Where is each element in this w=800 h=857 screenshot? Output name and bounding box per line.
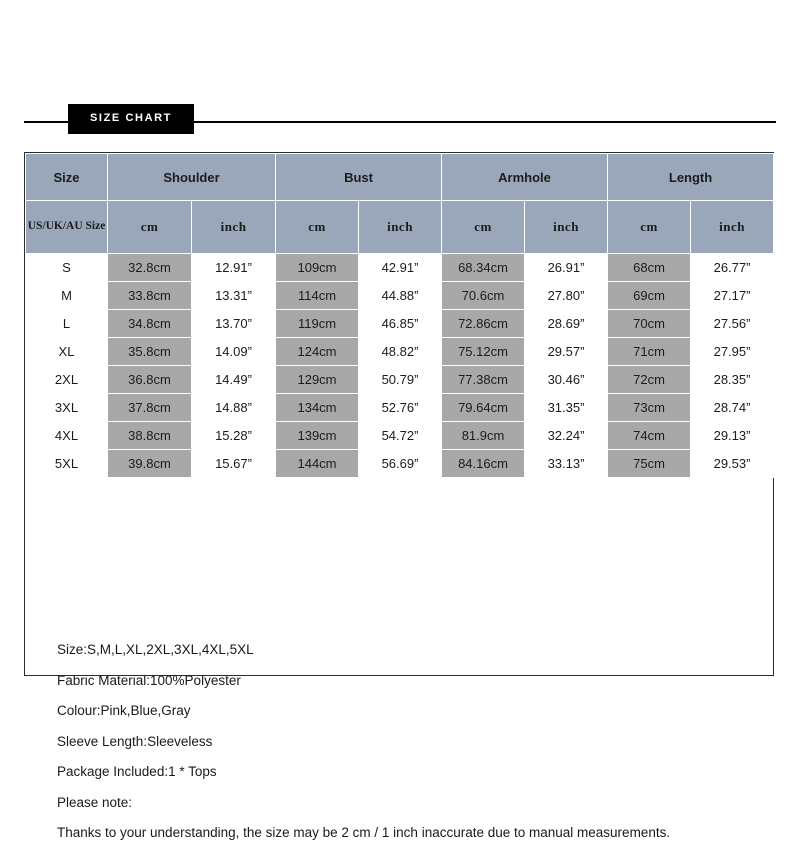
table-row: [26, 282, 774, 310]
note-measurement-disclaimer: Thanks to your understanding, the size may be 2 cm / 1 inch inaccurate due to manual measurements.: [57, 825, 671, 840]
cell: 70cm: [608, 310, 691, 338]
cell: 114cm: [276, 282, 359, 310]
sub-header-armhole-inch: inch: [525, 201, 608, 254]
note-please-note: Please note:: [57, 794, 133, 810]
table-row: [26, 310, 774, 338]
sub-header-length-cm: cm: [608, 201, 691, 254]
note-package-included: Package Included:1 * Tops: [57, 764, 217, 779]
cell: 72.86cm: [442, 310, 525, 338]
group-header-size: Size: [26, 154, 108, 201]
note-colour: Colour:Pink,Blue,Gray: [57, 703, 191, 718]
row-size-label: 2XL: [26, 366, 108, 394]
cell: 14.49”: [192, 366, 276, 394]
table-sub-header-row: [26, 201, 774, 254]
cell: 39.8cm: [108, 450, 192, 478]
row-size-label: XL: [26, 338, 108, 366]
cell: 44.88”: [359, 282, 442, 310]
cell: 84.16cm: [442, 450, 525, 478]
note-fabric-material: Fabric Material:100%Polyester: [57, 672, 241, 688]
cell: 32.24”: [525, 422, 608, 450]
sub-header-shoulder-cm: cm: [108, 201, 192, 254]
cell: 13.31”: [192, 282, 276, 310]
cell: 26.77”: [691, 254, 774, 282]
cell: 29.57”: [525, 338, 608, 366]
group-header-length: Length: [608, 154, 774, 201]
note-sizes: Size:S,M,L,XL,2XL,3XL,4XL,5XL: [57, 642, 254, 657]
cell: 15.67”: [192, 450, 276, 478]
table-row: [26, 450, 774, 478]
cell: 124cm: [276, 338, 359, 366]
cell: 75cm: [608, 450, 691, 478]
cell: 109cm: [276, 254, 359, 282]
notes-section: [49, 633, 797, 857]
cell: 139cm: [276, 422, 359, 450]
sub-header-shoulder-inch: inch: [192, 201, 276, 254]
cell: 129cm: [276, 366, 359, 394]
header-dash-left-small-icon: [60, 119, 66, 121]
cell: 79.64cm: [442, 394, 525, 422]
cell: 30.46”: [525, 366, 608, 394]
group-header-armhole: Armhole: [442, 154, 608, 201]
cell: 134cm: [276, 394, 359, 422]
row-size-label: 3XL: [26, 394, 108, 422]
header-banner: [24, 104, 776, 140]
cell: 75.12cm: [442, 338, 525, 366]
cell: 29.13”: [691, 422, 774, 450]
cell: 12.91”: [192, 254, 276, 282]
sub-header-armhole-cm: cm: [442, 201, 525, 254]
row-size-label: S: [26, 254, 108, 282]
table-row: [26, 422, 774, 450]
cell: 37.8cm: [108, 394, 192, 422]
sub-header-bust-cm: cm: [276, 201, 359, 254]
cell: 144cm: [276, 450, 359, 478]
row-size-label: 5XL: [26, 450, 108, 478]
group-header-shoulder: Shoulder: [108, 154, 276, 201]
sub-header-us-uk-au: US/UK/AU Size: [26, 201, 108, 254]
cell: 28.74”: [691, 394, 774, 422]
cell: 31.35”: [525, 394, 608, 422]
cell: 35.8cm: [108, 338, 192, 366]
cell: 36.8cm: [108, 366, 192, 394]
cell: 69cm: [608, 282, 691, 310]
cell: 68.34cm: [442, 254, 525, 282]
cell: 52.76”: [359, 394, 442, 422]
cell: 32.8cm: [108, 254, 192, 282]
table-row: [26, 254, 774, 282]
cell: 68cm: [608, 254, 691, 282]
cell: 14.88”: [192, 394, 276, 422]
size-table: [25, 153, 774, 478]
cell: 56.69”: [359, 450, 442, 478]
cell: 14.09”: [192, 338, 276, 366]
cell: 13.70”: [192, 310, 276, 338]
cell: 119cm: [276, 310, 359, 338]
cell: 27.80”: [525, 282, 608, 310]
header-dash-left-icon: [38, 119, 48, 121]
cell: 29.53”: [691, 450, 774, 478]
note-sleeve-length: Sleeve Length:Sleeveless: [57, 733, 213, 749]
table-body: [26, 254, 774, 478]
cell: 27.95”: [691, 338, 774, 366]
row-size-label: 4XL: [26, 422, 108, 450]
sub-header-bust-inch: inch: [359, 201, 442, 254]
row-size-label: M: [26, 282, 108, 310]
cell: 15.28”: [192, 422, 276, 450]
cell: 73cm: [608, 394, 691, 422]
cell: 46.85”: [359, 310, 442, 338]
cell: 26.91”: [525, 254, 608, 282]
cell: 72cm: [608, 366, 691, 394]
table-group-header-row: [26, 154, 774, 201]
group-header-bust: Bust: [276, 154, 442, 201]
cell: 34.8cm: [108, 310, 192, 338]
cell: 71cm: [608, 338, 691, 366]
cell: 27.17”: [691, 282, 774, 310]
cell: 33.13”: [525, 450, 608, 478]
cell: 27.56”: [691, 310, 774, 338]
row-size-label: L: [26, 310, 108, 338]
size-chart-box: [24, 152, 774, 840]
table-row: [26, 394, 774, 422]
cell: 38.8cm: [108, 422, 192, 450]
cell: 54.72”: [359, 422, 442, 450]
cell: 81.9cm: [442, 422, 525, 450]
cell: 48.82”: [359, 338, 442, 366]
cell: 28.69”: [525, 310, 608, 338]
cell: 74cm: [608, 422, 691, 450]
cell: 42.91”: [359, 254, 442, 282]
cell: 50.79”: [359, 366, 442, 394]
table-row: [26, 338, 774, 366]
cell: 33.8cm: [108, 282, 192, 310]
cell: 70.6cm: [442, 282, 525, 310]
cell: 77.38cm: [442, 366, 525, 394]
page-title: SIZE CHART: [68, 104, 194, 134]
cell: 28.35”: [691, 366, 774, 394]
sub-header-length-inch: inch: [691, 201, 774, 254]
table-row: [26, 366, 774, 394]
